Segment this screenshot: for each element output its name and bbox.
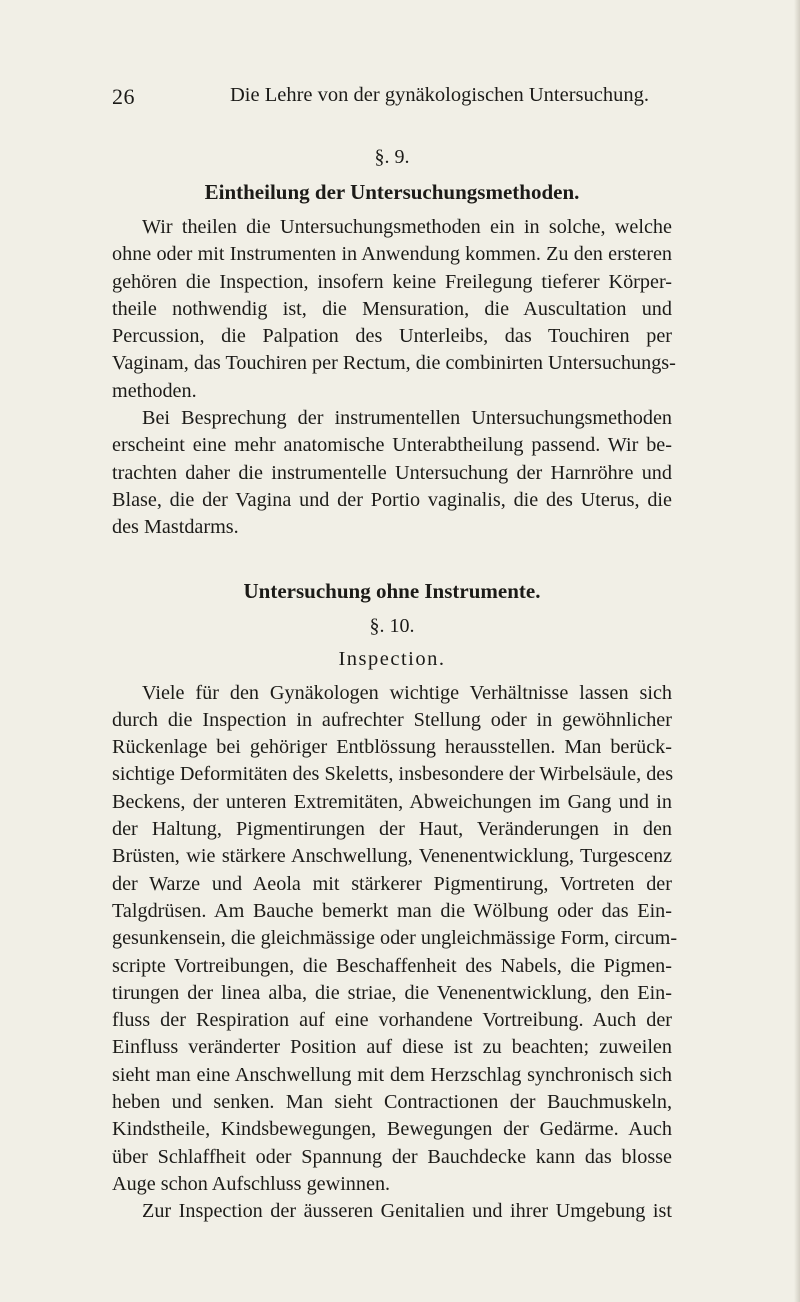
text-line: trachten daher die instrumentelle Untersuchung der Harnröhre und bbox=[112, 461, 672, 484]
page-edge-shadow bbox=[794, 0, 800, 1302]
text-line: fluss der Respiration auf eine vorhandene Vortreibung. Auch der bbox=[112, 1009, 672, 1032]
text-line: Rückenlage bei gehöriger Entblössung herausstellen. Man berück- bbox=[112, 736, 672, 759]
text-line: Blase, die der Vagina und der Portio vaginalis, die des Uterus, die bbox=[112, 488, 672, 511]
page-header bbox=[112, 84, 672, 112]
subsection-heading: Untersuchung ohne Instrumente. bbox=[243, 578, 541, 603]
text-line: der Haltung, Pigmentirungen der Haut, Veränderungen in den bbox=[112, 818, 672, 841]
text-line: scripte Vortreibungen, die Beschaffenheit des Nabels, die Pigmen- bbox=[112, 954, 672, 977]
text-line: Zur Inspection der äusseren Genitalien und ihrer Umgebung ist bbox=[142, 1200, 672, 1223]
text-line: Talgdrüsen. Am Bauche bemerkt man die Wölbung oder das Ein- bbox=[112, 899, 672, 922]
text-line: methoden. bbox=[112, 379, 197, 402]
text-line: Wir theilen die Untersuchungsmethoden ein in solche, welche bbox=[142, 216, 672, 238]
paragraph bbox=[112, 214, 676, 405]
running-head: Die Lehre von der gynäkologischen Untersuchung. bbox=[230, 84, 649, 106]
text-line: der Warze und Aeola mit stärkerer Pigmentirung, Vortreten der bbox=[112, 872, 672, 895]
text-line: Bei Besprechung der instrumentellen Untersuchungsmethoden bbox=[142, 407, 672, 430]
text-line: sichtige Deformitäten des Skeletts, insbesondere der Wirbelsäule, des bbox=[112, 763, 674, 786]
text-line: theile nothwendig ist, die Mensuration, die Auscultation und bbox=[112, 297, 672, 320]
subsection-number: §. 10. bbox=[369, 614, 415, 637]
page-number: 26 bbox=[112, 84, 135, 109]
text-line: des Mastdarms. bbox=[112, 516, 239, 539]
text-line: gehören die Inspection, insofern keine Freilegung tieferer Körper- bbox=[112, 270, 672, 293]
text-line: Einfluss veränderter Position auf diese ist zu beachten; zuweilen bbox=[112, 1036, 672, 1059]
spacer bbox=[112, 542, 672, 576]
paragraph bbox=[112, 405, 672, 541]
text-line: sieht man eine Anschwellung mit dem Herzschlag synchronisch sich bbox=[112, 1063, 672, 1086]
text-line: Percussion, die Palpation des Unterleibs, das Touchiren per bbox=[112, 325, 672, 348]
text-line: erscheint eine mehr anatomische Unterabtheilung passend. Wir be- bbox=[112, 434, 672, 457]
text-line: Auge schon Aufschluss gewinnen. bbox=[112, 1172, 391, 1195]
text-line: Beckens, der unteren Extremitäten, Abweichungen im Gang und in bbox=[112, 790, 672, 813]
text-line: ohne oder mit Instrumenten in Anwendung kommen. Zu den ersteren bbox=[112, 243, 672, 266]
text-line: Viele für den Gynäkologen wichtige Verhältnisse lassen sich bbox=[142, 681, 672, 704]
text-line: gesunkensein, die gleichmässige oder ungleichmässige Form, circum- bbox=[112, 927, 678, 950]
text-line: durch die Inspection in aufrechter Stellung oder in gewöhnlicher bbox=[112, 708, 672, 731]
text-line: Kindstheile, Kindsbewegungen, Bewegungen der Gedärme. Auch bbox=[112, 1118, 672, 1141]
text-line: tirungen der linea alba, die striae, die Venenentwicklung, den Ein- bbox=[112, 981, 672, 1004]
paragraph bbox=[112, 680, 678, 1199]
text-line: über Schlaffheit oder Spannung der Bauchdecke kann das blosse bbox=[112, 1145, 672, 1168]
subsection-title: Inspection. bbox=[338, 647, 446, 670]
page-content bbox=[112, 142, 678, 1226]
section-number: §. 9. bbox=[374, 146, 410, 168]
text-line: Brüsten, wie stärkere Anschwellung, Venenentwicklung, Turgescenz bbox=[112, 845, 672, 868]
section-title: Eintheilung der Untersuchungsmethoden. bbox=[204, 180, 580, 204]
text-line: heben und senken. Man sieht Contractionen der Bauchmuskeln, bbox=[112, 1091, 672, 1114]
text-line: Vaginam, das Touchiren per Rectum, die combinirten Untersuchungs- bbox=[112, 352, 676, 375]
paragraph bbox=[112, 1198, 672, 1225]
